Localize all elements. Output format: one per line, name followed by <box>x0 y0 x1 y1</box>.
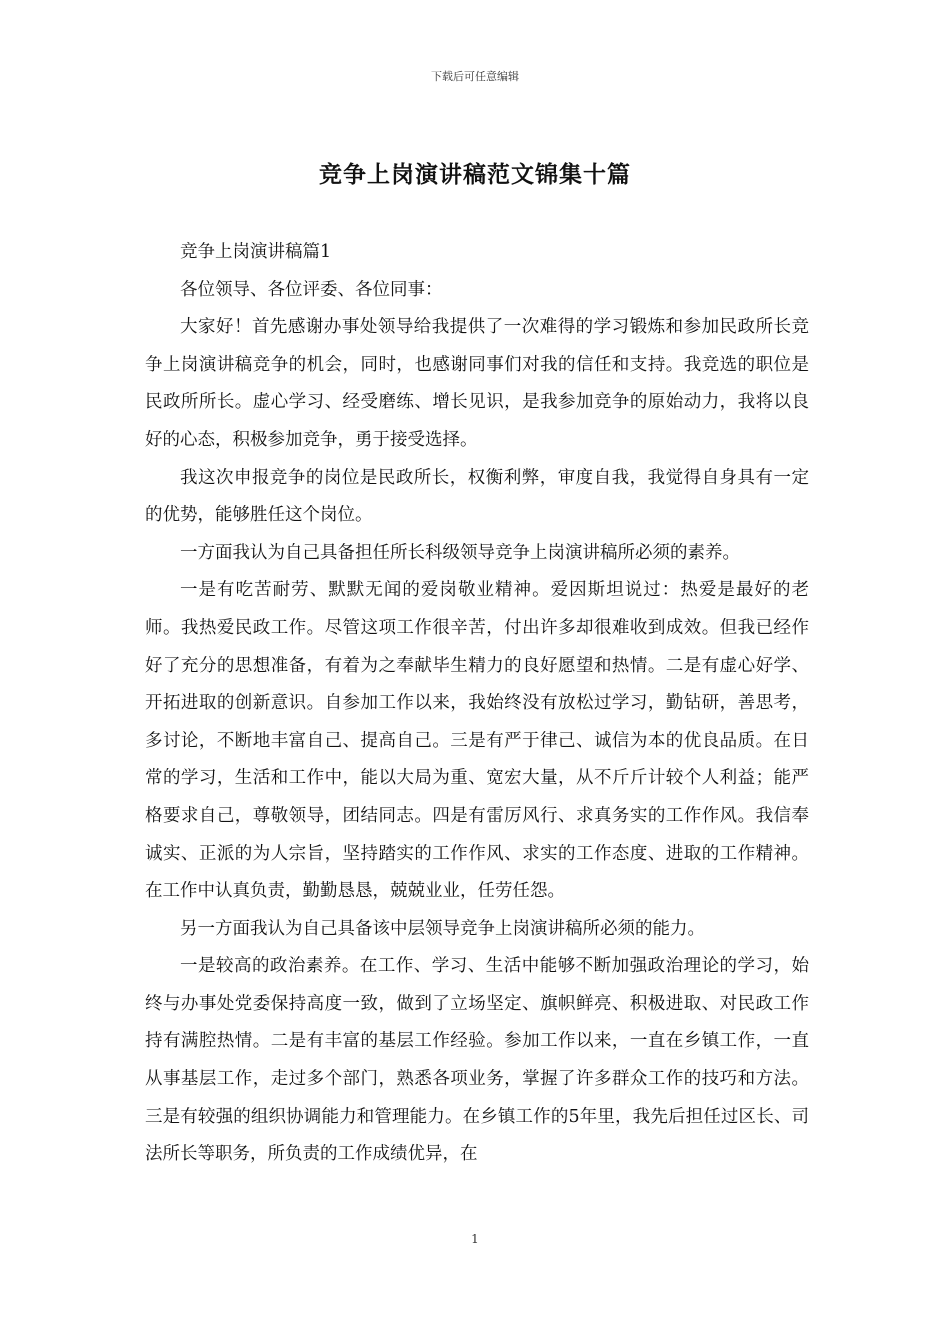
paragraph: 一是有吃苦耐劳、默默无闻的爱岗敬业精神。爱因斯坦说过：热爱是最好的老师。我热爱民政工作。尽管这项工作很辛苦，付出许多却很难收到成效。但我已经作好了充分的思想准备，有着为之奉献毕生精力的良好愿望和热情。二是有虚心好学、开拓进取的创新意识。自参加工作以来，我始终没有放松过学习，勤钻研，善思考，多讨论，不断地丰富自己、提高自己。三是有严于律己、诚信为本的优良品质。在日常的学习，生活和工作中，能以大局为重、宽宏大量，从不斤斤计较个人利益；能严格要求自己，尊敬领导，团结同志。四是有雷厉风行、求真务实的工作作风。我信奉诚实、正派的为人宗旨，坚持踏实的工作作风、求实的工作态度、进取的工作精神。在工作中认真负责，勤勤恳恳，兢兢业业，任劳任怨。 <box>145 580 809 902</box>
header-note: 下载后可任意编辑 <box>431 70 519 83</box>
document-body <box>145 234 809 1174</box>
paragraph: 大家好！首先感谢办事处领导给我提供了一次难得的学习锻炼和参加民政所长竞争上岗演讲稿竞争的机会，同时，也感谢同事们对我的信任和支持。我竞选的职位是民政所所长。虚心学习、经受磨练、增长见识，是我参加竞争的原始动力，我将以良好的心态，积极参加竞争，勇于接受选择。 <box>145 317 809 450</box>
paragraph: 一是较高的政治素养。在工作、学习、生活中能够不断加强政治理论的学习，始终与办事处党委保持高度一致，做到了立场坚定、旗帜鲜亮、积极进取、对民政工作持有满腔热情。二是有丰富的基层工作经验。参加工作以来，一直在乡镇工作，一直从事基层工作，走过多个部门，熟悉各项业务，掌握了许多群众工作的技巧和方法。三是有较强的组织协调能力和管理能力。在乡镇工作的5年里，我先后担任过区长、司法所长等职务，所负责的工作成绩优异，在 <box>145 956 809 1165</box>
paragraph: 另一方面我认为自己具备该中层领导竞争上岗演讲稿所必须的能力。 <box>180 918 705 939</box>
paragraph: 一方面我认为自己具备担任所长科级领导竞争上岗演讲稿所必须的素养。 <box>180 542 740 563</box>
document-title: 竞争上岗演讲稿范文锦集十篇 <box>319 162 631 188</box>
paragraph: 我这次申报竞争的岗位是民政所长，权衡利弊，审度自我，我觉得自身具有一定的优势，能够胜任这个岗位。 <box>145 467 809 526</box>
paragraph-section-heading: 竞争上岗演讲稿篇1 <box>180 242 332 262</box>
paragraph-salutation: 各位领导、各位评委、各位同事： <box>180 279 443 300</box>
page-number: 1 <box>471 1232 479 1246</box>
